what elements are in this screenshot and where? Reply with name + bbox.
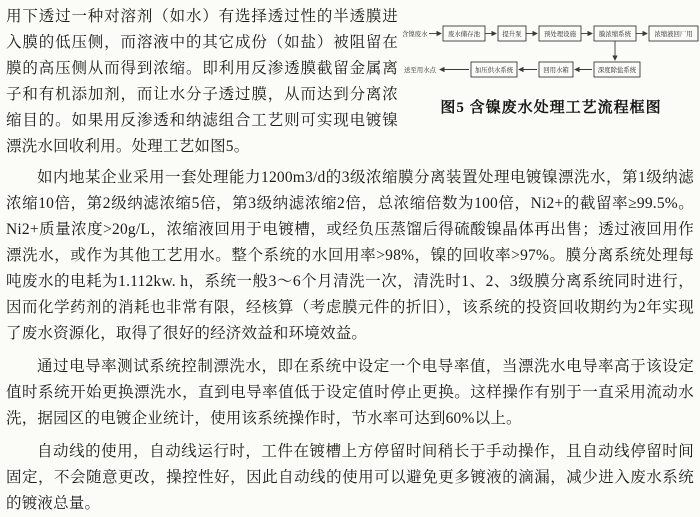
flow-label-influent: 含镍废水 bbox=[402, 31, 428, 38]
figure-5 bbox=[398, 4, 700, 117]
top-section bbox=[6, 4, 694, 160]
flow-box-lift-pump bbox=[498, 26, 526, 41]
flow-label-outlet: 送至用水点 bbox=[404, 67, 436, 74]
flow-box-membrane-concentration bbox=[594, 26, 636, 41]
svg-text:提升泵: 提升泵 bbox=[502, 31, 522, 38]
svg-text:废水储存池: 废水储存池 bbox=[448, 31, 480, 38]
svg-text:预处理设施: 预处理设施 bbox=[544, 31, 576, 38]
body-paragraph-conductivity-control: 通过电导率测试系统控制漂洗水，即在系统中设定一个电导率值，当漂洗水电导率高于该设定值时系统开始更换漂洗水，直到电导率值低于设定值时停止更换。这样操作有别于一直采用流动水洗，据园区的电镀企业统计，使用该系统操作时，节水率可达到60%以上。 bbox=[6, 358, 694, 427]
intro-paragraph: 用下透过一种对溶剂（如水）有选择透过性的半透膜进入膜的低压侧，而溶液中的其它成份（如盐）被阻留在膜的高压侧从而得到浓缩。即利用反渗透膜截留金属离子和有机添加剂，而让水分子透过膜，从而达到分离浓缩目的。如果用反渗透和纳滤组合工艺则可实现电镀镍漂洗水回收利用。处理工艺如图5。 bbox=[6, 8, 398, 155]
flow-box-pretreatment bbox=[539, 26, 581, 41]
flow-box-storage-pool bbox=[443, 26, 485, 41]
flow-box-concentrate-reuse bbox=[649, 26, 698, 41]
svg-text:膜浓缩系统: 膜浓缩系统 bbox=[599, 31, 631, 38]
process-flow-diagram bbox=[402, 22, 700, 84]
flow-box-reuse-tank bbox=[539, 62, 573, 77]
body-paragraph-automatic-line: 自动线的使用，自动线运行时，工件在镀槽上方停留时间稍长于手动操作，且自动线停留时间固定，不会随意更改，操控性好，因此自动线的使用可以避免更多镀液的滴漏，减少进入废水系统的镀液总量。 bbox=[6, 443, 694, 512]
body-paragraph-case-study: 如内地某企业采用一套处理能力1200m3/d的3级浓缩膜分离装置处理电镀镍漂洗水，第1级纳滤浓缩10倍，第2级纳滤浓缩5倍，第3级纳滤浓缩2倍，总浓缩倍数为100倍，Ni2+的截留率≥99.5%。Ni2+质量浓度>20g/L，浓缩液回用于电镀槽，或经负压蒸馏后得硫酸镍晶体再出售；透过液回用作漂洗水，或作为其他工艺用水。整个系统的水回用率>98%，镍的回收率>97%。膜分离系统处理每吨废水的电耗为1.112kw. h，系统一般3～6个月清洗一次，清洗时1、2、3级膜分离系统同时进行，因而化学药剂的消耗也非常有限，经核算（考虑膜元件的折旧），该系统的投资回收期约为2年实现了废水资源化，取得了很好的经济效益和环境效益。 bbox=[6, 169, 694, 342]
svg-text:加压供水系统: 加压供水系统 bbox=[474, 67, 514, 74]
flow-box-pressurized-supply bbox=[471, 62, 517, 77]
flow-box-desalination bbox=[594, 62, 640, 77]
svg-text:回用水箱: 回用水箱 bbox=[543, 67, 569, 74]
figure-caption: 图5 含镍废水处理工艺流程框图 bbox=[440, 100, 662, 116]
svg-text:深度除盐系统: 深度除盐系统 bbox=[597, 67, 637, 74]
svg-text:浓缩液回厂用: 浓缩液回厂用 bbox=[654, 31, 693, 38]
